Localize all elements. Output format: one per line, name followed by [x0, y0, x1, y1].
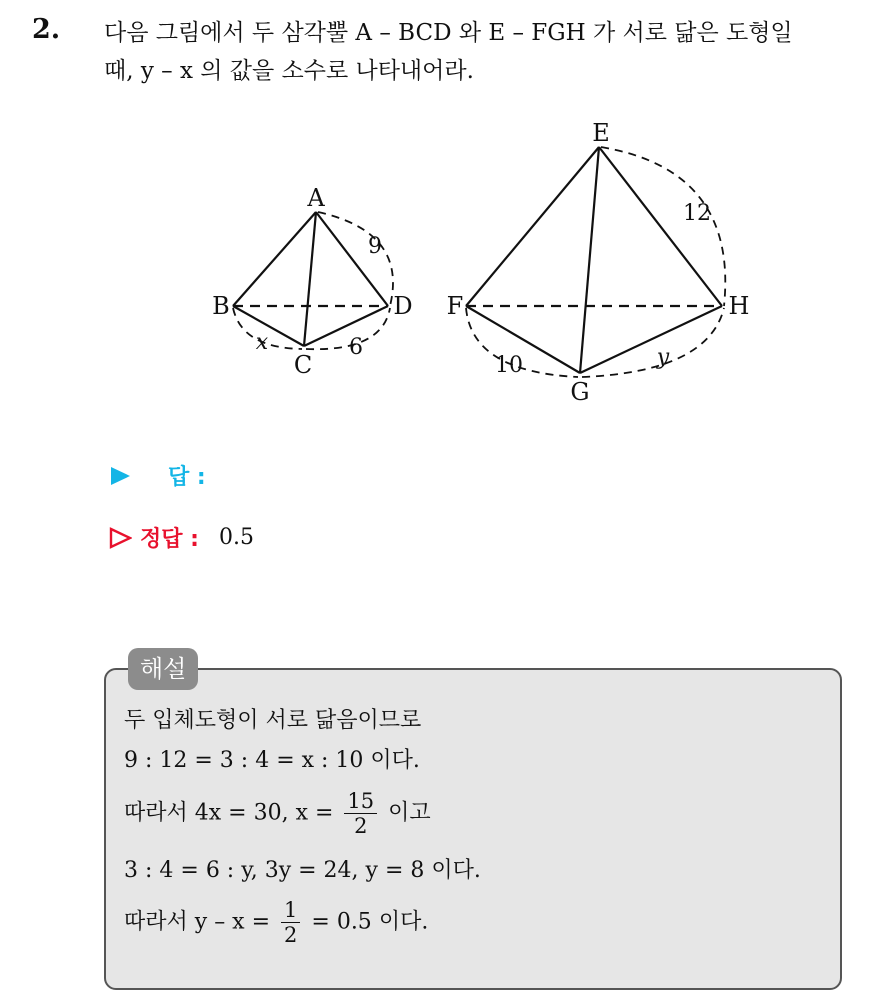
solution-line-1: 두 입체도형이 서로 닮음이므로	[124, 708, 422, 733]
answer-row	[108, 460, 206, 491]
edge-EF	[466, 147, 599, 306]
vertex-G: G	[570, 378, 590, 406]
solution-line-2-suffix: 이다.	[370, 748, 420, 773]
answer-label: 답 :	[168, 465, 206, 490]
fraction-15-over-2	[344, 789, 377, 838]
correct-answer-row	[108, 522, 254, 553]
vertex-C: C	[293, 351, 313, 379]
arc-AD	[318, 212, 393, 306]
right-pyramid	[466, 147, 725, 377]
fraction-numerator: 15	[344, 789, 377, 814]
figure-labels	[212, 119, 749, 406]
label-AD: 9	[368, 234, 382, 259]
fraction-1-over-2	[281, 898, 300, 947]
solution-line-5-math-left: y – x =	[194, 909, 271, 935]
solution-line-2	[124, 746, 420, 776]
fraction-numerator: 1	[281, 898, 300, 923]
edge-AD	[316, 212, 388, 306]
solution-line-3-math: 4x = 30, x =	[194, 800, 334, 826]
outline-triangle-icon	[108, 526, 132, 550]
solution-line-5-prefix: 따라서	[124, 909, 188, 935]
label-EH: 12	[683, 201, 711, 226]
vertex-D: D	[393, 292, 413, 320]
arc-EH	[601, 147, 725, 306]
fraction-denominator: 2	[354, 814, 368, 838]
label-BC: x	[255, 330, 269, 355]
edge-AB	[233, 212, 316, 306]
solution-line-4-math: 3 : 4 = 6 : y, 3y = 24, y = 8	[124, 858, 425, 883]
edge-CD	[304, 306, 388, 346]
solution-line-4	[124, 856, 481, 886]
solution-line-5-suffix: 이다.	[378, 909, 429, 935]
question-line-1: 다음 그림에서 두 삼각뿔 A – BCD 와 E – FGH 가 서로 닮은 도형일	[104, 20, 793, 46]
edge-BC	[233, 306, 304, 346]
solution-line-5-math-right: = 0.5	[311, 909, 372, 935]
solution-line-2-math: 9 : 12 = 3 : 4 = x : 10	[124, 748, 364, 773]
solution-line-3	[124, 789, 431, 838]
question-number: 2.	[32, 14, 61, 45]
label-FG: 10	[495, 353, 523, 378]
fraction-denominator: 2	[284, 923, 298, 947]
vertex-E: E	[592, 119, 610, 147]
solution-line-5	[124, 898, 428, 947]
question-line-2: 때, y – x 의 값을 소수로 나타내어라.	[104, 58, 474, 84]
arc-GH	[582, 308, 724, 377]
left-pyramid	[233, 212, 393, 349]
edge-GH	[580, 306, 722, 373]
vertex-A: A	[307, 184, 325, 212]
solution-line-3-suffix: 이고	[388, 800, 431, 826]
solution-line-3-prefix: 따라서	[124, 800, 188, 826]
arc-CD	[306, 308, 390, 349]
edge-EH	[599, 147, 722, 306]
label-GH: y	[656, 345, 670, 370]
vertex-F: F	[446, 292, 464, 320]
vertex-H: H	[728, 292, 750, 320]
solution-line-4-suffix: 이다.	[431, 858, 481, 883]
solution-tag: 해설	[128, 648, 198, 690]
edge-FG	[466, 306, 580, 373]
edge-AC	[304, 212, 316, 346]
filled-triangle-icon	[108, 464, 132, 488]
label-CD: 6	[349, 335, 363, 360]
vertex-B: B	[212, 292, 230, 320]
correct-answer-value: 0.5	[218, 525, 254, 550]
correct-answer-label: 정답 :	[140, 527, 199, 552]
edge-EG	[580, 147, 599, 373]
